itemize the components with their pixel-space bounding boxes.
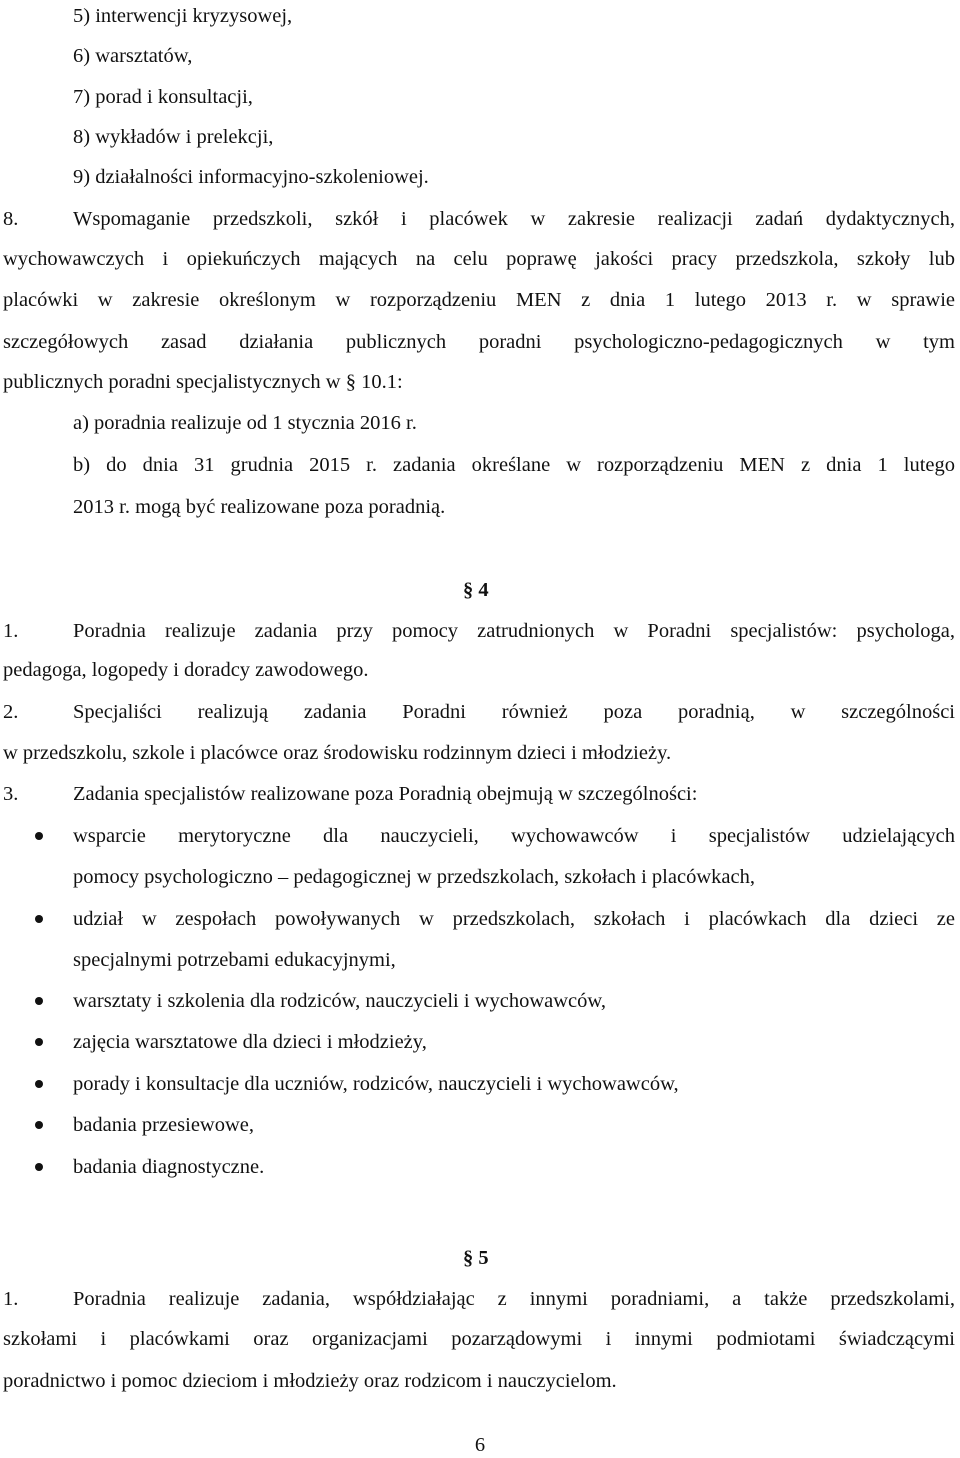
paragraph-line: szkołami i placówkami oraz organizacjami pozarządowymi i innymi podmiotami świadczącymi [3, 1328, 955, 1350]
paragraph-line: pedagoga, logopedy i doradcy zawodowego. [3, 659, 369, 681]
bullet-line: porady i konsultacje dla uczniów, rodziców, nauczycieli i wychowawców, [73, 1073, 679, 1095]
page-number: 6 [474, 1434, 486, 1456]
section-heading: § 4 [463, 579, 489, 601]
sub-point: 2013 r. mogą być realizowane poza poradnią. [73, 496, 446, 518]
paragraph-line: placówki w zakresie określonym w rozporządzeniu MEN z dnia 1 lutego 2013 r. w sprawie [3, 289, 955, 311]
bullet-icon [35, 832, 43, 840]
sub-point: a) poradnia realizuje od 1 stycznia 2016 r. [73, 412, 417, 434]
bullet-icon [35, 997, 43, 1005]
point-number: 8. [3, 208, 19, 230]
paragraph-line: Zadania specjalistów realizowane poza Poradnią obejmują w szczególności: [73, 783, 698, 805]
bullet-line: badania diagnostyczne. [73, 1156, 265, 1178]
bullet-line: pomocy psychologiczno – pedagogicznej w przedszkolach, szkołach i placówkach, [73, 866, 755, 888]
list-item: 7) porad i konsultacji, [73, 86, 253, 108]
bullet-line: badania przesiewowe, [73, 1114, 254, 1136]
bullet-line: udział w zespołach powoływanych w przedszkolach, szkołach i placówkach dla dzieci ze [73, 908, 955, 930]
list-item: 8) wykładów i prelekcji, [73, 126, 274, 148]
bullet-icon [35, 1038, 43, 1046]
paragraph-line: wychowawczych i opiekuńczych mających na celu poprawę jakości pracy przedszkola, szkoły lub [3, 248, 955, 270]
paragraph-line: Specjaliści realizują zadania Poradni również poza poradnią, w szczególności [73, 701, 955, 723]
paragraph-line: Poradnia realizuje zadania przy pomocy zatrudnionych w Poradni specjalistów: psychologa, [73, 620, 955, 642]
bullet-icon [35, 1080, 43, 1088]
point-number: 1. [3, 620, 19, 642]
bullet-icon [35, 1163, 43, 1171]
list-item: 6) warsztatów, [73, 45, 193, 67]
list-item: 9) działalności informacyjno-szkoleniowej. [73, 166, 429, 188]
point-number: 1. [3, 1288, 19, 1310]
paragraph-line: publicznych poradni specjalistycznych w § 10.1: [3, 371, 403, 393]
list-item: 5) interwencji kryzysowej, [73, 5, 293, 27]
point-number: 3. [3, 783, 19, 805]
paragraph-line: Wspomaganie przedszkoli, szkół i placówek w zakresie realizacji zadań dydaktycznych, [73, 208, 955, 230]
section-heading: § 5 [463, 1247, 489, 1269]
bullet-icon [35, 1121, 43, 1129]
bullet-line: specjalnymi potrzebami edukacyjnymi, [73, 949, 396, 971]
sub-point: b) do dnia 31 grudnia 2015 r. zadania określane w rozporządzeniu MEN z dnia 1 lutego [73, 454, 955, 476]
bullet-line: zajęcia warsztatowe dla dzieci i młodzieży, [73, 1031, 427, 1053]
bullet-line: warsztaty i szkolenia dla rodziców, nauczycieli i wychowawców, [73, 990, 606, 1012]
point-number: 2. [3, 701, 19, 723]
bullet-icon [35, 915, 43, 923]
paragraph-line: Poradnia realizuje zadania, współdziałając z innymi poradniami, a także przedszkolami, [73, 1288, 955, 1310]
paragraph-line: w przedszkolu, szkole i placówce oraz środowisku rodzinnym dzieci i młodzieży. [3, 742, 672, 764]
paragraph-line: poradnictwo i pomoc dzieciom i młodzieży oraz rodzicom i nauczycielom. [3, 1370, 617, 1392]
paragraph-line: szczegółowych zasad działania publicznych poradni psychologiczno-pedagogicznych w tym [3, 331, 955, 353]
bullet-line: wsparcie merytoryczne dla nauczycieli, wychowawców i specjalistów udzielających [73, 825, 955, 847]
